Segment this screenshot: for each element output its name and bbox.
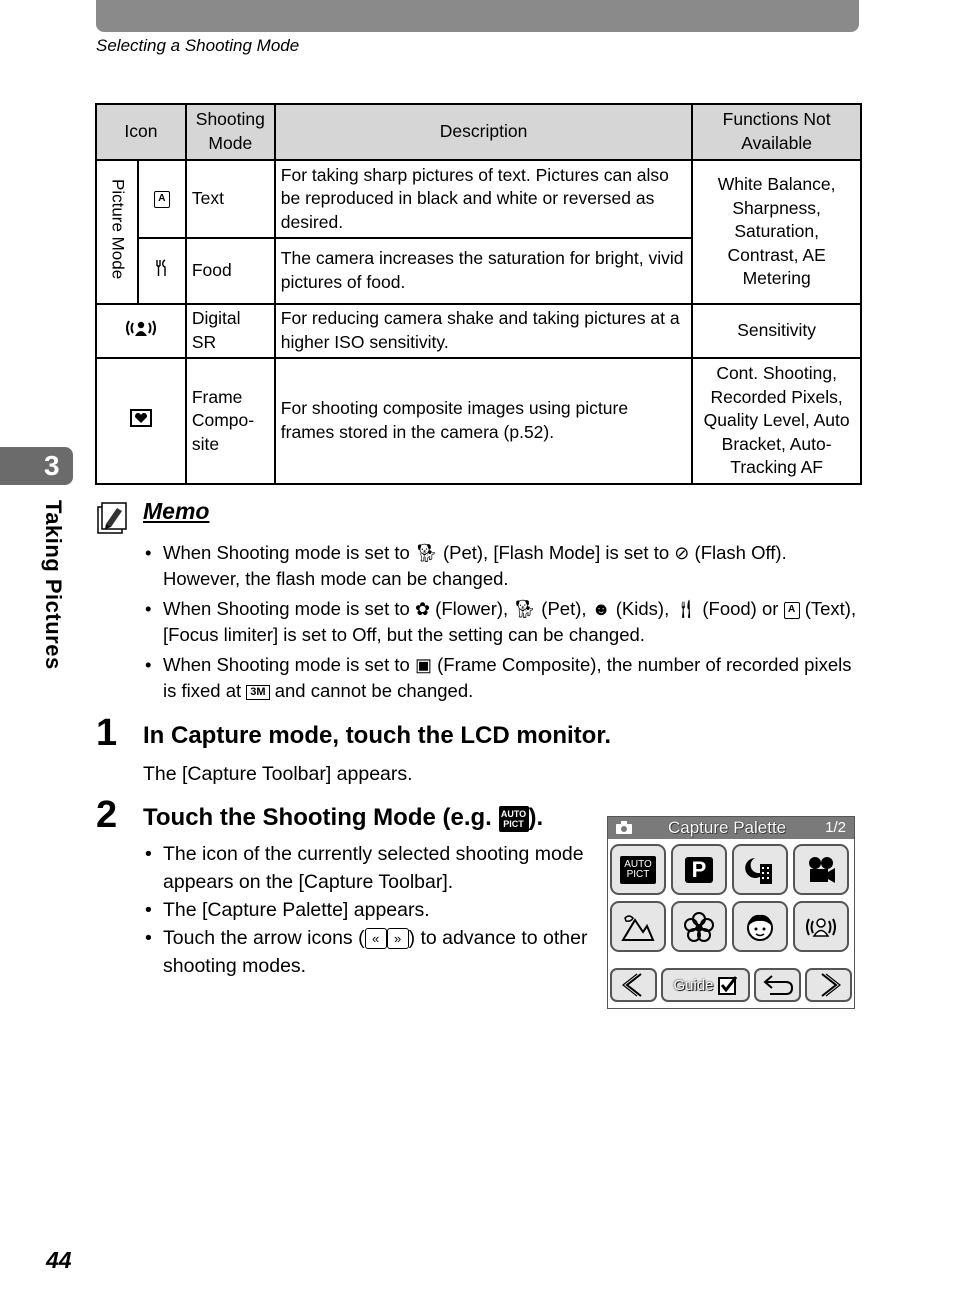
right-arrow-icon: »: [387, 928, 409, 949]
table-row: [96, 160, 861, 238]
step-1-title: In Capture mode, touch the LCD monitor.: [143, 722, 611, 749]
list-item: • When Shooting mode is set to 🐕︎ (Pet), [Flash Mode] is set to ⊘ (Flash Off). However, the flash mode can be changed.: [143, 540, 858, 591]
flower-icon: [683, 911, 715, 943]
header-mode: Shooting Mode: [186, 104, 275, 160]
table-row: [96, 358, 861, 484]
frame-composite-icon: ▣: [414, 655, 432, 675]
digital-sr-button[interactable]: [793, 901, 849, 952]
list-item: • When Shooting mode is set to ✿ (Flower), 🐕︎ (Pet), ☻ (Kids), 🍴︎ (Food) or A (Text), [Focus limiter] is set to Off, but the setting can be changed.: [143, 596, 858, 647]
step-1-number: 1: [96, 712, 118, 754]
auto-picture-button[interactable]: [610, 844, 666, 895]
landscape-icon: [621, 912, 655, 942]
checkbox-checked-icon: [718, 975, 738, 995]
food-icon: 🍴︎: [674, 599, 698, 619]
night-scene-icon: [743, 854, 777, 886]
mode-description: For taking sharp pictures of text. Pictures can also be reproduced in black and white or reversed as desired.: [275, 160, 692, 238]
running-title: Selecting a Shooting Mode: [96, 36, 300, 55]
step-1-text: The [Capture Toolbar] appears.: [143, 763, 413, 785]
memo-list: [143, 540, 858, 708]
recorded-pixels-3m-icon: 3M: [246, 685, 269, 700]
chapter-title: [40, 500, 80, 690]
return-icon: [762, 973, 794, 997]
palette-header: [608, 817, 854, 839]
not-available: White Balance, Sharpness, Saturation, Contrast, AE Metering: [692, 160, 861, 304]
camera-icon: [616, 821, 632, 834]
step-2-title: Touch the Shooting Mode (e.g. AUTO PICT ).: [143, 804, 544, 831]
guide-label: Guide: [673, 976, 714, 994]
header-icon: Icon: [96, 104, 186, 160]
mode-description: For shooting composite images using picture frames stored in the camera (p.52).: [275, 358, 692, 484]
header-not-available: Functions Not Available: [692, 104, 861, 160]
flower-icon: ✿: [414, 599, 431, 619]
food-mode-icon: [138, 238, 186, 304]
night-scene-button[interactable]: [732, 844, 788, 895]
not-available: Cont. Shooting, Recorded Pixels, Quality Level, Auto Bracket, Auto-Tracking AF: [692, 358, 861, 484]
table-row: [96, 304, 861, 358]
previous-page-button[interactable]: [610, 968, 657, 1002]
portrait-button[interactable]: [732, 901, 788, 952]
mode-name: Text: [186, 160, 275, 238]
chevron-right-icon: [816, 972, 842, 998]
picture-mode-group: [96, 160, 138, 304]
mode-description: For reducing camera shake and taking pictures at a higher ISO sensitivity.: [275, 304, 692, 358]
digital-sr-icon: [804, 915, 838, 939]
text-mode-icon: A: [138, 160, 186, 238]
pet-icon: 🐕︎: [513, 599, 537, 619]
return-button[interactable]: [754, 968, 801, 1002]
movie-icon: [804, 854, 838, 886]
page-number: 44: [46, 1247, 72, 1273]
mode-name: Digital SR: [186, 304, 275, 358]
kids-icon: ☻: [591, 599, 611, 619]
memo-title: Memo: [143, 498, 210, 524]
memo-icon: [97, 502, 127, 534]
capture-palette: [607, 816, 855, 1009]
header-description: Description: [275, 104, 692, 160]
chapter-title-text: Taking Pictures: [41, 500, 66, 670]
digital-sr-icon: [96, 304, 186, 358]
picture-mode-label: Picture Mode: [108, 178, 128, 279]
mode-name: Food: [186, 238, 275, 304]
list-item: • The icon of the currently selected shooting mode appears on the [Capture Toolbar].: [143, 840, 588, 896]
portrait-icon: [744, 911, 776, 943]
mode-name: Frame Compo-site: [186, 358, 275, 484]
pet-icon: 🐕︎: [414, 543, 438, 563]
chapter-tab: [0, 447, 73, 485]
flower-button[interactable]: [671, 901, 727, 952]
text-icon: A: [784, 602, 800, 619]
movie-button[interactable]: [793, 844, 849, 895]
chevron-left-icon: [621, 972, 647, 998]
palette-page: 1/2: [825, 819, 846, 836]
header-bar: [96, 0, 859, 32]
shooting-mode-table: [95, 103, 862, 485]
guide-toggle-button[interactable]: [661, 968, 750, 1002]
palette-title: Capture Palette: [668, 818, 787, 837]
list-item: • When Shooting mode is set to ▣ (Frame Composite), the number of recorded pixels is fixed at 3M and cannot be changed.: [143, 652, 858, 703]
list-item: • The [Capture Palette] appears.: [143, 896, 588, 924]
next-page-button[interactable]: [805, 968, 852, 1002]
table-header-row: [96, 104, 861, 160]
list-item: • Touch the arrow icons ( « » ) to advance to other shooting modes.: [143, 924, 588, 980]
auto-picture-icon: AUTO PICT: [499, 806, 529, 832]
auto-picture-icon: AUTO PICT: [620, 856, 656, 884]
program-button[interactable]: [671, 844, 727, 895]
chapter-number: 3: [44, 450, 60, 481]
program-icon: P: [685, 857, 714, 883]
frame-composite-icon: [96, 358, 186, 484]
flash-off-icon: ⊘: [674, 543, 690, 563]
step-2-bullets: [143, 840, 588, 980]
landscape-button[interactable]: [610, 901, 666, 952]
mode-description: The camera increases the saturation for bright, vivid pictures of food.: [275, 238, 692, 304]
step-2-number: 2: [96, 794, 118, 836]
not-available: Sensitivity: [692, 304, 861, 358]
left-arrow-icon: «: [365, 928, 387, 949]
